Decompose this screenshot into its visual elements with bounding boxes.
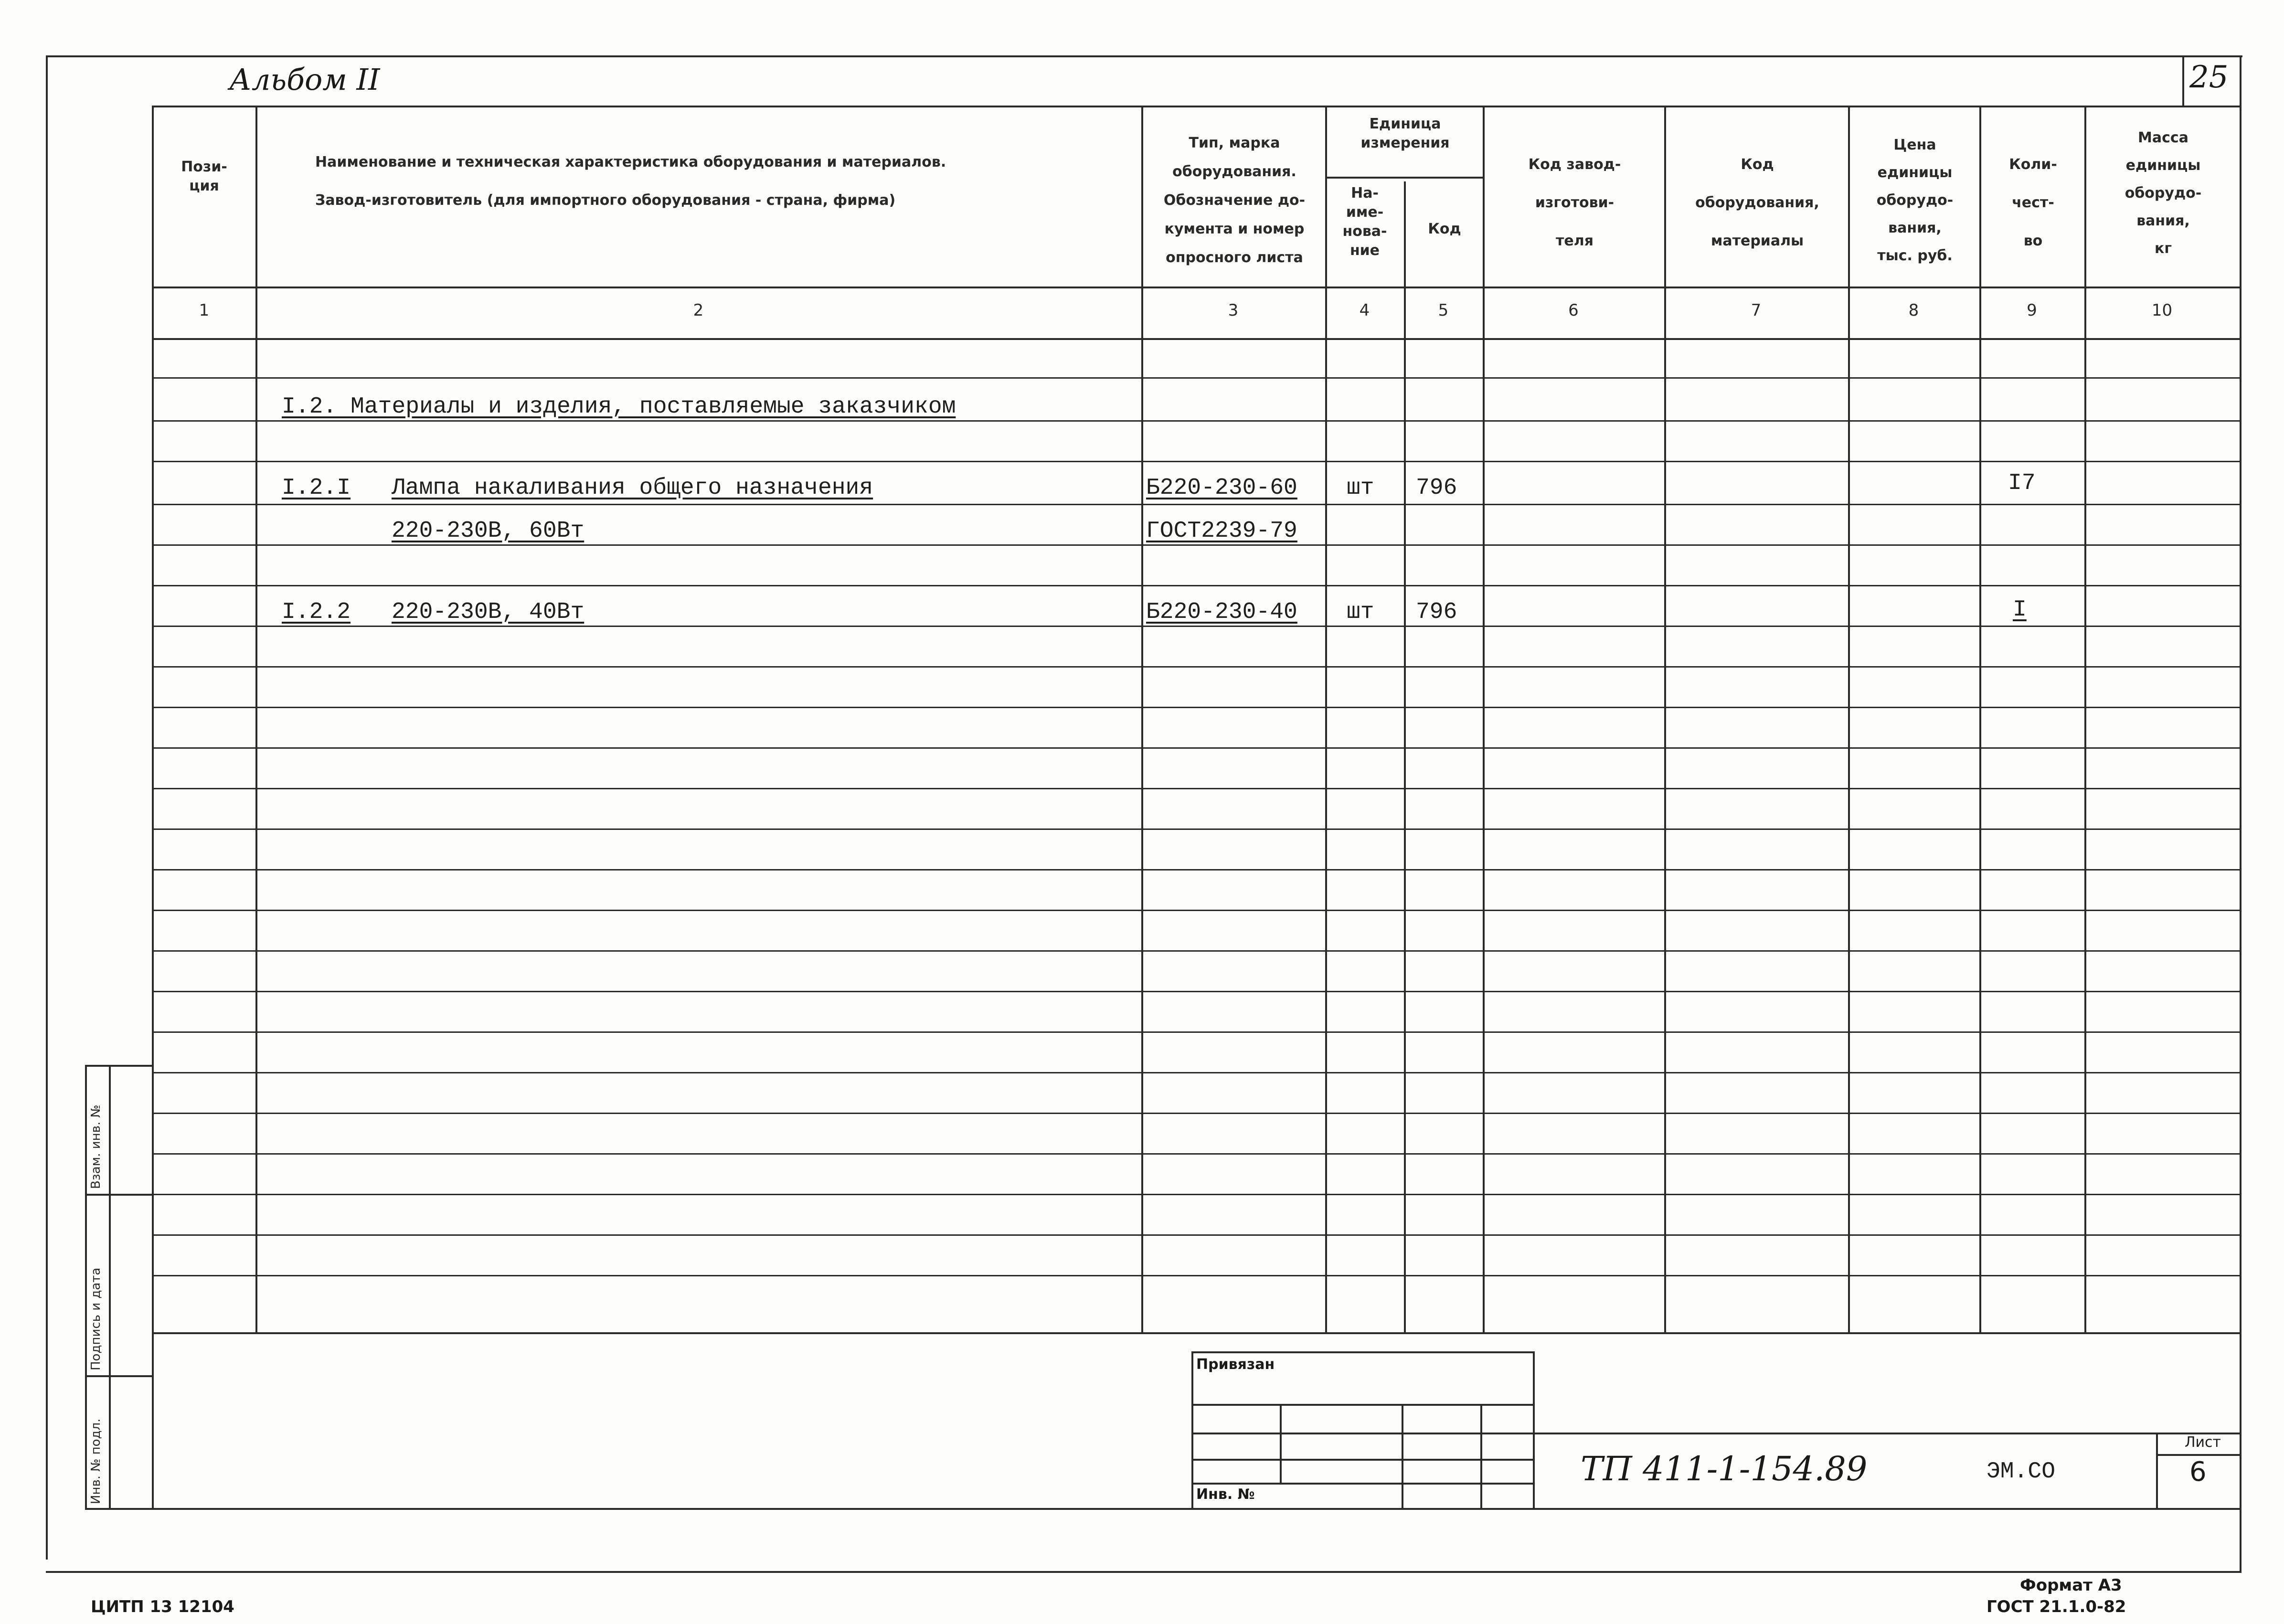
- colnum-bottom: [152, 338, 2240, 340]
- frame-bottom: [46, 1571, 2242, 1573]
- table-row-line: [152, 1194, 2240, 1195]
- side-label-inv: Инв. № подл.: [89, 1418, 103, 1504]
- header-col8: Цена единицы оборудо- вания, тыс. руб.: [1876, 137, 1954, 264]
- col-div-7: [1848, 106, 1850, 1332]
- item1-name: Лампа накаливания общего назначения: [392, 475, 873, 501]
- item2-name: 220-230В, 40Вт: [392, 599, 584, 625]
- frame-top: [46, 55, 2242, 57]
- stamp-right: [1533, 1351, 1535, 1508]
- side-strip-top: [85, 1065, 152, 1067]
- footer-gost: ГОСТ 21.1.0-82: [1987, 1597, 2126, 1616]
- colnum-8: 8: [1908, 301, 1919, 320]
- album-title: Альбом II: [229, 62, 380, 97]
- table-row-line: [152, 626, 2240, 627]
- col-div-6: [1664, 106, 1666, 1332]
- stamp-col3: [1480, 1404, 1482, 1508]
- table-row-line: [152, 828, 2240, 830]
- table-row-line: [152, 991, 2240, 992]
- header-unit-group: Единица измерения: [1360, 116, 1450, 151]
- side-label-podpis: Подпись и дата: [89, 1267, 103, 1370]
- colnum-9: 9: [2027, 301, 2037, 320]
- unit-group-line: [1325, 177, 1483, 179]
- item1-doc: ГОСТ2239-79: [1146, 518, 1297, 544]
- col-div-2: [1141, 106, 1143, 1332]
- side-strip-div2: [85, 1375, 152, 1377]
- table-bottom: [152, 1332, 2240, 1334]
- table-row-line: [152, 1153, 2240, 1155]
- page-corner-number: 25: [2189, 60, 2229, 95]
- item1-type: Б220-230-60: [1146, 475, 1297, 501]
- footer-left-code: ЦИТП 13 12104: [91, 1597, 234, 1616]
- table-row-line: [152, 707, 2240, 708]
- item2-position: I.2.2: [282, 599, 351, 625]
- item2-qty: I: [2013, 597, 2027, 623]
- bottom-block-bottom: [85, 1508, 2240, 1510]
- colnum-3: 3: [1228, 301, 1239, 320]
- doc-code: ТП 411-1-154.89: [1581, 1449, 1868, 1488]
- stamp-col2: [1402, 1404, 1403, 1508]
- table-row-line: [152, 504, 2240, 505]
- header-col10: Масса единицы оборудо- вания, кг: [2125, 129, 2202, 257]
- section-code: ЭМ.СО: [1987, 1459, 2056, 1485]
- header-col4: На- имe- нова- ние: [1342, 185, 1387, 259]
- stamp-inv-label: Инв. №: [1196, 1486, 1255, 1503]
- table-row-line: [152, 869, 2240, 870]
- colnum-2: 2: [693, 301, 704, 320]
- header-col9: Коли- чест- во: [2009, 156, 2057, 249]
- side-strip-left: [85, 1065, 87, 1509]
- frame-right: [2240, 55, 2242, 1571]
- table-row-line: [152, 1031, 2240, 1033]
- header-col6: Код завод- изготови- теля: [1528, 156, 1621, 249]
- table-row-line: [152, 1113, 2240, 1114]
- item2-type: Б220-230-40: [1146, 599, 1297, 625]
- table-row-line: [152, 585, 2240, 586]
- side-label-vzam: Взам. инв. №: [89, 1104, 103, 1189]
- col-div-5: [1483, 106, 1485, 1332]
- col-div-1: [255, 106, 257, 1332]
- col-div-9: [2084, 106, 2086, 1332]
- colnum-7: 7: [1751, 301, 1762, 320]
- sheet-box-left: [2156, 1433, 2158, 1508]
- item1-position: I.2.I: [282, 475, 351, 501]
- table-row-line: [152, 377, 2240, 379]
- item1-qty: I7: [2008, 470, 2036, 496]
- stamp-privyazan-label: Привязан: [1196, 1356, 1275, 1373]
- col-div-3: [1325, 106, 1327, 1332]
- header-col3: Тип, марка оборудования. Обозначение до- кумента и номер опросного листа: [1163, 135, 1306, 266]
- header-col2: Наименование и техническая характеристика оборудования и материалов. Завод-изготовитель (для импортного оборудования - страна, фирма): [315, 154, 946, 209]
- table-row-line: [152, 544, 2240, 546]
- table-row-line: [152, 788, 2240, 789]
- sheet-number: 6: [2189, 1456, 2207, 1487]
- frame-left: [46, 55, 48, 1560]
- side-strip-div1: [85, 1194, 152, 1196]
- table-row-line: [152, 910, 2240, 911]
- colnum-6: 6: [1568, 301, 1579, 320]
- colnum-10: 10: [2151, 301, 2173, 320]
- bottom-block-left: [152, 1332, 154, 1509]
- sheet-box-div: [2156, 1454, 2240, 1456]
- colnum-4: 4: [1359, 301, 1370, 320]
- colnum-1: 1: [199, 301, 210, 320]
- table-row-line: [152, 1072, 2240, 1073]
- stamp-col1: [1280, 1404, 1282, 1483]
- table-top: [152, 106, 2240, 107]
- col-div-4: [1404, 181, 1406, 1332]
- table-row-line: [152, 461, 2240, 462]
- table-row-line: [152, 1275, 2240, 1276]
- side-strip-mid: [109, 1065, 111, 1509]
- header-col1: Пози- ция: [181, 159, 227, 194]
- table-row-line: [152, 747, 2240, 749]
- table-left: [152, 106, 154, 1333]
- item1-unit: шт: [1347, 475, 1374, 501]
- item2-code: 796: [1416, 599, 1457, 625]
- header-col7: Код оборудования, материалы: [1695, 156, 1819, 249]
- item2-unit: шт: [1347, 599, 1374, 625]
- titleblock-top: [1533, 1433, 2240, 1434]
- footer-format: Формат А3: [2020, 1576, 2122, 1595]
- table-row-line: [152, 420, 2240, 422]
- item1-name-line2: 220-230В, 60Вт: [392, 518, 584, 544]
- sheet-label: Лист: [2185, 1434, 2221, 1451]
- table-row-line: [152, 666, 2240, 668]
- col-div-8: [1979, 106, 1981, 1332]
- table-row-line: [152, 1234, 2240, 1236]
- page-corner-box-left: [2182, 55, 2184, 106]
- header-col5: Код: [1428, 221, 1461, 237]
- stamp-top: [1191, 1351, 1533, 1353]
- section-title: I.2. Материалы и изделия, поставляемые заказчиком: [282, 394, 956, 420]
- table-row-line: [152, 950, 2240, 952]
- header-bottom: [152, 287, 2240, 288]
- colnum-5: 5: [1438, 301, 1449, 320]
- item1-code: 796: [1416, 475, 1457, 501]
